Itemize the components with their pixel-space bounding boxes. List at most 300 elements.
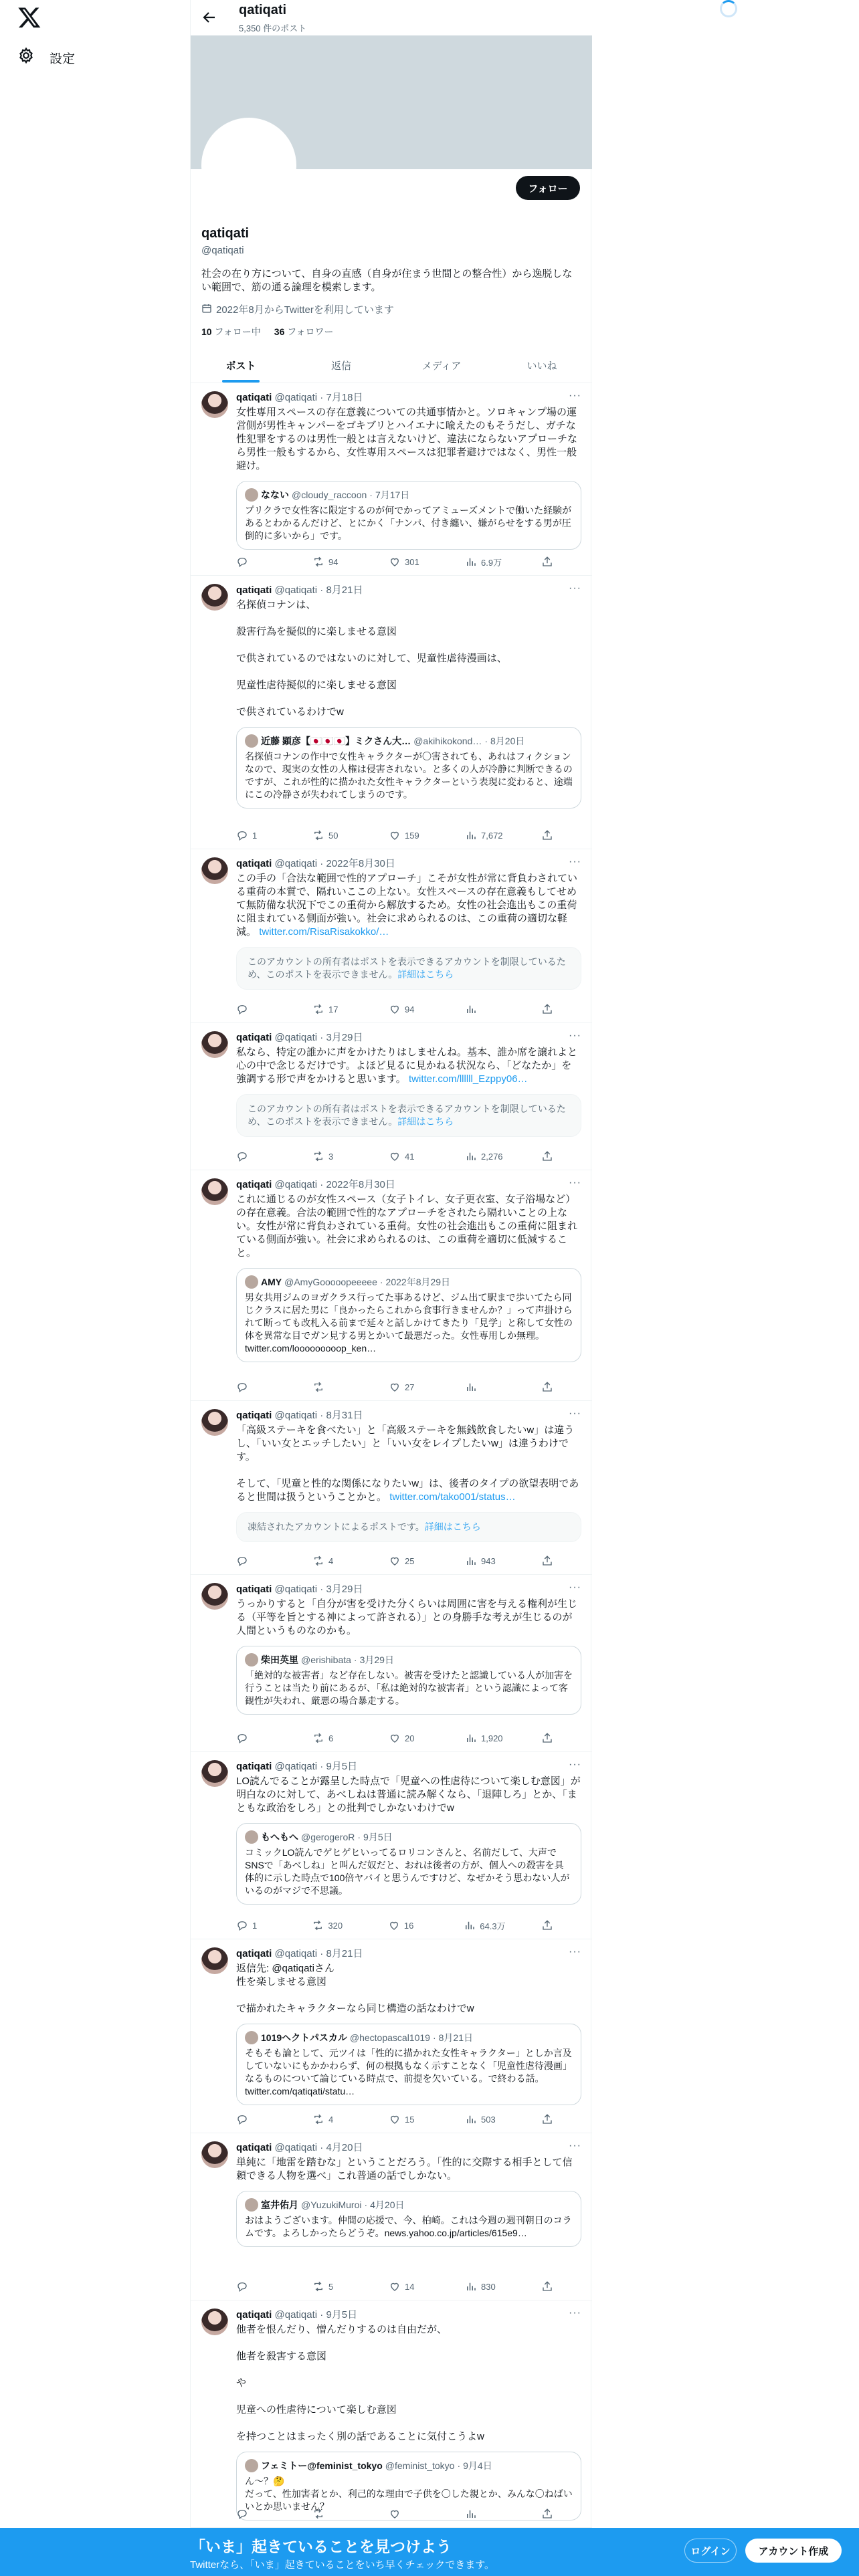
tweet-avatar[interactable] (201, 1583, 228, 1610)
tweet[interactable] (191, 1170, 592, 1401)
separator-dot: · (317, 2309, 326, 2321)
more-options-icon[interactable]: ··· (569, 1582, 581, 1593)
profile-name: qatiqati (201, 226, 250, 241)
tweet-author-name[interactable]: qatiqati (236, 584, 272, 596)
views-button[interactable] (465, 555, 505, 568)
reply-icon (236, 1150, 248, 1162)
share-button[interactable] (541, 829, 581, 842)
tweet-timestamp[interactable]: 2022年8月30日 (326, 858, 395, 869)
share-button[interactable] (541, 1554, 581, 1568)
tweet-timestamp[interactable]: 3月29日 (326, 1584, 363, 1595)
tweet-body (236, 1947, 581, 2105)
profile-joined (201, 302, 394, 316)
separator-dot: · (484, 736, 488, 746)
like-button[interactable] (389, 2280, 429, 2293)
quoted-tweet-text: コミックLO読んでゲヒゲヒいってるロリコンさんと、名前だして、大声でSNSで「あべしね」と叫んだ奴だと、おれは後者の方が、個人への殺害を具体的に示した時点で100倍ヤバイと思うんですけど、なぜかそう思わない人がいるのがマジで不思議。 (245, 1847, 570, 1896)
tweet-body (236, 391, 581, 550)
tweet-avatar[interactable] (201, 1031, 228, 1058)
reply-button[interactable] (236, 2507, 276, 2520)
profile-bio: 社会の在り方について、自身の直感（自身が住まう世間との整合性）から逸脱しない範囲で、筋の通る論理を模索します。 (201, 268, 573, 293)
quoted-author-handle: @hectopascal1019 (349, 2032, 430, 2043)
tweet-timestamp[interactable]: 4月20日 (326, 2142, 363, 2153)
gear-icon (17, 47, 35, 68)
share-icon (541, 556, 553, 568)
tweet-body (236, 1760, 581, 1905)
like-icon (389, 2508, 401, 2520)
like-button[interactable] (389, 2113, 429, 2126)
tweet-header (236, 1409, 581, 1422)
tweet-body (236, 1031, 581, 1137)
like-count: 15 (405, 2114, 415, 2125)
tab-posts[interactable]: ポスト (191, 348, 291, 383)
login-button[interactable]: ログイン (684, 2539, 737, 2563)
profile-handle: @qatiqati (201, 245, 244, 256)
views-count: 6.9万 (481, 557, 502, 568)
separator-dot: · (364, 2199, 368, 2210)
learn-more-link[interactable]: 詳細はこちら (424, 1521, 481, 1532)
tweet-text-content: 他者を恨んだり、憎んだりするのは自由だが、 他者を殺害する意図 や 児童への性虐待について楽しむ意図 を持つことはまったく別の話であることに気付こうよw (236, 2324, 484, 2442)
tweet[interactable] (191, 1401, 592, 1575)
tweet[interactable] (191, 2300, 592, 2528)
views-button[interactable] (465, 2113, 505, 2126)
tweet-text-content: 名探偵コナンは、 殺害行為を擬似的に楽しませる意図 で供されているのではないのに対して、児童性虐待漫画は、 児童性虐待擬似的に楽しませる意図 で供されているわけでw (236, 599, 507, 718)
retweet-button[interactable] (312, 829, 353, 842)
reply-icon (236, 2280, 248, 2292)
notice-text: このアカウントの所有者はポストを表示できるアカウントを制限しているため、このポストを表示できません。 (248, 1103, 566, 1127)
tweet-body (236, 584, 581, 809)
tweet-text-content: 単純に「地雷を踏むな」ということだろう。「性的に交際する相手として信頼できる人物を選べ」これ普通の話でしかない。 (236, 2157, 573, 2181)
signup-prompt-title: 「いま」起きていることを見つけよう (190, 2538, 452, 2555)
tweet-actions (236, 2113, 581, 2126)
calendar-icon (201, 303, 212, 316)
tweet-author-name[interactable]: qatiqati (236, 1179, 272, 1190)
share-icon (541, 2280, 553, 2292)
views-icon (465, 556, 477, 568)
retweet-button[interactable] (312, 1919, 352, 1932)
tweet-timestamp[interactable]: 9月5日 (326, 2309, 358, 2321)
tab-media[interactable]: メディア (421, 360, 462, 372)
tweet-avatar[interactable] (201, 1760, 228, 1787)
tweet-header (236, 857, 581, 871)
like-button[interactable] (389, 1150, 429, 1163)
learn-more-link[interactable]: 詳細はこちら (397, 1116, 454, 1127)
unavailable-post-notice (236, 947, 581, 990)
tweet[interactable] (191, 383, 592, 576)
reply-count: 1 (252, 1920, 258, 1931)
views-count: 503 (481, 2114, 496, 2125)
quoted-tweet[interactable] (236, 1268, 581, 1362)
tweet[interactable] (191, 1752, 592, 1939)
tweet-header (236, 2141, 581, 2155)
follow-button[interactable]: フォロー (516, 176, 580, 200)
tweet-author-handle: @qatiqati (274, 1032, 318, 1043)
notice-text: 凍結されたアカウントによるポストです。 (248, 1521, 425, 1532)
joined-text: 2022年8月からTwitterを利用しています (216, 304, 394, 316)
views-button[interactable] (465, 2280, 505, 2293)
views-button[interactable] (464, 1919, 505, 1932)
tweet-actions (236, 1150, 581, 1163)
tweet-avatar[interactable] (201, 584, 228, 611)
more-options-icon[interactable]: ··· (569, 582, 581, 594)
tweet[interactable] (191, 1023, 592, 1170)
share-button[interactable] (541, 1002, 581, 1016)
tweet-author-name[interactable]: qatiqati (236, 858, 272, 869)
quoted-tweet-header (245, 2031, 573, 2044)
tweet-text (236, 1424, 581, 1504)
quoted-tweet-header (245, 1830, 573, 1844)
tweet-author-name[interactable]: qatiqati (236, 1948, 272, 1959)
share-icon (541, 1732, 553, 1744)
tweet-author-handle: @qatiqati (274, 1410, 318, 1421)
like-button[interactable] (389, 555, 429, 568)
like-icon (389, 1555, 401, 1567)
quoted-author-handle: @gerogeroR (301, 1832, 355, 1842)
quoted-tweet[interactable] (236, 1823, 581, 1905)
like-button[interactable] (388, 1919, 428, 1932)
tweet-text (236, 1962, 581, 2016)
reply-icon (236, 2113, 248, 2125)
like-icon (389, 1150, 401, 1162)
reply-icon (236, 1003, 248, 1015)
quoted-timestamp: 8月21日 (438, 2032, 473, 2043)
share-button[interactable] (541, 1380, 581, 1394)
signup-prompt-bar (0, 2528, 859, 2576)
share-icon (541, 1003, 553, 1015)
reply-button[interactable] (236, 1002, 276, 1016)
like-button[interactable] (389, 829, 429, 842)
reply-icon (236, 1919, 248, 1931)
quoted-author-handle: @erishibata (301, 1654, 351, 1665)
quoted-author-name: フェミトー@feminist_tokyo (261, 2460, 383, 2471)
tweet-body (236, 1409, 581, 1542)
tweet[interactable] (191, 1575, 592, 1752)
quoted-author-name: なない (261, 490, 289, 500)
separator-dot: · (317, 1032, 326, 1043)
separator-dot: · (317, 1948, 326, 1959)
separator-dot: · (317, 1761, 326, 1772)
retweet-button[interactable] (312, 1002, 353, 1016)
views-button[interactable] (465, 1150, 505, 1163)
quoted-timestamp: 9月5日 (363, 1832, 393, 1842)
reply-button[interactable] (236, 2113, 276, 2126)
tweet-link[interactable]: twitter.com/RisaRisakokko/… (259, 926, 389, 938)
quoted-avatar (245, 488, 258, 502)
quoted-timestamp: 2022年8月29日 (385, 1277, 451, 1287)
tweet-author-name[interactable]: qatiqati (236, 1761, 272, 1772)
reply-button[interactable] (236, 555, 276, 568)
quoted-tweet[interactable] (236, 727, 581, 809)
quoted-author-name: もへもへ (261, 1832, 298, 1842)
quoted-tweet[interactable] (236, 481, 581, 550)
quoted-tweet[interactable] (236, 1646, 581, 1715)
reply-button[interactable] (236, 829, 276, 842)
retweet-icon (312, 1381, 324, 1393)
views-icon (465, 2280, 477, 2292)
retweet-count: 3 (328, 1151, 334, 1162)
following-link[interactable] (201, 325, 261, 338)
quoted-tweet[interactable] (236, 2191, 581, 2247)
reply-button[interactable] (236, 1731, 276, 1745)
reply-icon (236, 556, 248, 568)
tweet-header (236, 584, 581, 597)
following-count: 10 (201, 326, 212, 337)
retweet-count: 4 (328, 1555, 334, 1566)
tweet-author-handle: @qatiqati (274, 2142, 318, 2153)
reply-icon (236, 829, 248, 841)
like-button[interactable] (389, 2507, 429, 2520)
views-count: 64.3万 (480, 1921, 506, 1931)
retweet-button[interactable] (312, 1554, 353, 1568)
tweet-text-content: うっかりすると「自分が害を受けた分くらいは周囲に害を与える権利が生じる（平等を旨とする神によって許される）」との身勝手な考えが生じるのが人間というものなのかも。 (236, 1598, 578, 1636)
tweet-header (236, 1178, 581, 1192)
suspended-post-notice (236, 1512, 581, 1542)
retweet-count: 50 (328, 830, 339, 841)
reply-button[interactable] (236, 1554, 276, 1568)
tweet-text (236, 599, 581, 719)
tweet-author-name[interactable]: qatiqati (236, 1584, 272, 1595)
share-button[interactable] (541, 555, 581, 568)
retweet-icon (312, 829, 324, 841)
tweet-actions (236, 555, 581, 568)
reply-button[interactable] (236, 1919, 276, 1932)
quoted-avatar (245, 1653, 258, 1667)
views-count: 830 (481, 2281, 496, 2292)
like-button[interactable] (389, 1380, 429, 1394)
more-options-icon[interactable]: ··· (569, 390, 581, 401)
back-arrow-icon[interactable] (201, 9, 217, 25)
quoted-avatar (245, 2031, 258, 2044)
retweet-button[interactable] (312, 2113, 353, 2126)
quoted-avatar (245, 1830, 258, 1844)
retweet-count: 5 (328, 2281, 334, 2292)
quoted-author-name: 近藤 顕彦【🇯🇵🇯🇵🇯🇵】ミクさん大… (261, 736, 411, 746)
share-button[interactable] (541, 2280, 581, 2293)
like-count: 14 (405, 2281, 415, 2292)
share-icon (541, 1555, 553, 1567)
tweet[interactable] (191, 2133, 592, 2300)
retweet-icon (312, 2280, 324, 2292)
tweet-text-content: この手の「合法な範囲で性的アプローチ」こそが女性が常に背負わされている重荷の本質で、隔れいここの上ない。女性スペースの存在意義もしてせめて無防備な状況下でこの重荷から解放するため。女性の社会進出もこの重荷に阻まれている側面が強い。社会に求められるのは、この重荷の適切な軽減。 (236, 873, 578, 938)
views-icon (465, 1150, 477, 1162)
quoted-author-name: 室井佑月 (261, 2199, 298, 2210)
separator-dot: · (317, 1179, 326, 1190)
tweet[interactable] (191, 576, 592, 849)
profile-stats (201, 325, 334, 338)
quoted-author-handle: @AmyGooooopeeeee (284, 1277, 377, 1287)
main-column (190, 0, 591, 2576)
profile-header-bar (191, 0, 592, 35)
more-options-icon[interactable]: ··· (569, 1408, 581, 1419)
retweet-count: 17 (328, 1004, 339, 1014)
tweet-author-handle: @qatiqati (274, 1584, 318, 1595)
more-options-icon[interactable]: ··· (569, 1177, 581, 1188)
quoted-author-handle: @akihikokond… (413, 736, 482, 746)
quoted-timestamp: 3月29日 (359, 1654, 394, 1665)
retweet-button[interactable] (312, 1380, 353, 1394)
tweet-author-handle: @qatiqati (274, 392, 318, 403)
views-icon (465, 2508, 477, 2520)
like-icon (389, 1381, 401, 1393)
tweet-timestamp[interactable]: 7月18日 (326, 392, 363, 403)
share-button[interactable] (541, 2113, 581, 2126)
tweet-avatar[interactable] (201, 2141, 228, 2168)
views-count: 7,672 (481, 830, 503, 841)
quoted-tweet[interactable] (236, 2024, 581, 2105)
retweet-button[interactable] (312, 2507, 353, 2520)
retweet-button[interactable] (312, 2280, 353, 2293)
tweet-link[interactable]: twitter.com/llllll_Ezppy06… (408, 1073, 528, 1085)
retweet-count: 320 (328, 1920, 343, 1931)
tweet-avatar[interactable] (201, 2309, 228, 2335)
retweet-icon (312, 1003, 324, 1015)
more-options-icon[interactable]: ··· (569, 1759, 581, 1770)
learn-more-link[interactable]: 詳細はこちら (397, 969, 454, 980)
tweet[interactable] (191, 1939, 592, 2133)
like-icon (389, 829, 401, 841)
profile-avatar[interactable] (201, 118, 296, 213)
header-post-count: 5,350 件のポスト (239, 23, 307, 33)
tweet-text (236, 872, 581, 939)
more-options-icon[interactable]: ··· (569, 1030, 581, 1041)
quoted-avatar (245, 734, 258, 748)
retweet-count: 4 (328, 2114, 334, 2125)
tweet-text-content: 女性専用スペースの存在意義についての共通事情かと。ソロキャンプ場の運営側が男性キャンパーをゴキブリとハイエナに喩えたのもそうだし、ガチな性犯罪をするのは男性一般とは言えないけど、違法にならないアプローチなら男性一般もするから、女性専用スペースは犯罪者避けではなく、男性一般避け。 (236, 407, 578, 471)
views-button[interactable] (465, 1002, 505, 1016)
tab-likes[interactable]: いいね (527, 360, 557, 372)
views-count: 1,920 (481, 1733, 503, 1743)
tweet[interactable] (191, 849, 592, 1023)
tweet-link[interactable]: twitter.com/tako001/status… (389, 1491, 516, 1503)
quoted-author-handle: @feminist_tokyo (385, 2460, 455, 2471)
followers-link[interactable] (274, 325, 334, 338)
tweet-body (236, 1583, 581, 1715)
views-icon (465, 1003, 477, 1015)
tweet-header (236, 391, 581, 405)
quoted-tweet-text: 「絶対的な被害者」など存在しない。被害を受けたと認識している人が加害を行うことは当たり前にあるが、「私は絶対的な被害者」という認識によって客観性が失われ、厳悪の場合暴走する。 (245, 1670, 573, 1706)
tab-replies[interactable]: 返信 (330, 360, 351, 372)
more-options-icon[interactable]: ··· (569, 1946, 581, 1957)
tweet-author-name[interactable]: qatiqati (236, 2142, 272, 2153)
tweet-author-name[interactable]: qatiqati (236, 392, 272, 403)
retweet-icon (312, 1150, 324, 1162)
share-icon (541, 2508, 553, 2520)
tweet-timestamp[interactable]: 9月5日 (326, 1761, 358, 1772)
like-count: 94 (405, 1004, 415, 1014)
views-button[interactable] (465, 1731, 505, 1745)
quoted-tweet-text: ん〜？🤔 だって、性加害者とか、利己的な理由で子供を〇した親とか、みんな〇ねばいいとか思いません？ (245, 2476, 573, 2512)
quoted-tweet-text: 男女共用ジムのヨガクラス行ってた事あるけど、ジム出て駅まで歩いてたら同じクラスに居た男に「良かったらこれから食事行きませんか？」って声掛けられて断っても改札入る前まで延々と話しかけてきたり「見学」と称して女性の体を異常な目でガン見する男とかいて最悪だった。女性専用しか無理。twitter.com/looooooooop_ken… (245, 1292, 573, 1354)
tweet-text-content: 「高級ステーキを食べたい」と「高級ステーキを無銭飲食したいw」は違うし、「いい女とエッチしたい」と「いい女をレイプしたいw」は違うわけです。 そして、「児童と性的な関係になりたいw」は、後者のタイプの欲望表明であると世間は扱うということかと。 (236, 1424, 579, 1503)
more-options-icon[interactable]: ··· (569, 2307, 581, 2319)
reply-button[interactable] (236, 1380, 276, 1394)
views-button[interactable] (465, 1380, 505, 1394)
tweet-actions (236, 2280, 581, 2293)
quoted-tweet-text: 名探偵コナンの作中で女性キャラクターが〇害されても、あれはフィクションなので、現実の女性の人権は侵害されない。と多くの人が冷静に判断できるのですが、これが性的に描かれた女性キャラクターという表現に変わると、途端にこの冷静さが失われてしまうのです。 (245, 751, 573, 800)
tweet-timestamp[interactable]: 3月29日 (326, 1032, 363, 1043)
tweet-author-name[interactable]: qatiqati (236, 1410, 272, 1421)
views-icon (464, 1919, 476, 1931)
like-count: 41 (405, 1151, 415, 1162)
tweet-timestamp[interactable]: 8月21日 (326, 1948, 363, 1959)
tweet-avatar[interactable] (201, 391, 228, 418)
quoted-timestamp: 7月17日 (375, 490, 410, 500)
tweet-text (236, 2323, 581, 2444)
retweet-button[interactable] (312, 555, 353, 568)
views-icon (465, 1555, 477, 1567)
retweet-count: 6 (328, 1733, 334, 1743)
views-button[interactable] (465, 829, 505, 842)
signup-prompt-subtitle: Twitterなら、「いま」起きていることをいち早くチェックできます。 (190, 2559, 495, 2571)
reply-button[interactable] (236, 2280, 276, 2293)
retweet-button[interactable] (312, 1731, 353, 1745)
share-button[interactable] (541, 1919, 581, 1932)
like-button[interactable] (389, 1002, 429, 1016)
retweet-icon (312, 2113, 324, 2125)
share-button[interactable] (541, 1731, 581, 1745)
signup-button[interactable]: アカウント作成 (745, 2539, 842, 2563)
share-icon (541, 2113, 553, 2125)
separator-dot: · (353, 1654, 357, 1665)
separator-dot: · (317, 1584, 326, 1595)
reply-icon (236, 1732, 248, 1744)
followers-count: 36 (274, 326, 285, 337)
share-button[interactable] (541, 2507, 581, 2520)
tweet-avatar[interactable] (201, 1947, 228, 1974)
tweet-text (236, 1193, 581, 1260)
separator-dot: · (432, 2032, 436, 2043)
tweet-author-name[interactable]: qatiqati (236, 2309, 272, 2321)
share-icon (541, 1919, 553, 1931)
x-logo-icon[interactable] (17, 5, 41, 29)
tweet-timestamp[interactable]: 8月21日 (326, 584, 363, 596)
tweet-timestamp[interactable]: 2022年8月30日 (326, 1179, 395, 1190)
like-button[interactable] (389, 1554, 429, 1568)
tweet-timestamp[interactable]: 8月31日 (326, 1410, 363, 1421)
loading-spinner-icon (720, 0, 737, 17)
tweet-author-name[interactable]: qatiqati (236, 1032, 272, 1043)
like-count: 25 (405, 1555, 415, 1566)
tweet-avatar[interactable] (201, 1178, 228, 1205)
tweet-author-handle: @qatiqati (274, 1761, 318, 1772)
tweet-header (236, 1583, 581, 1596)
views-button[interactable] (465, 1554, 505, 1568)
tweet-body (236, 2141, 581, 2247)
more-options-icon[interactable]: ··· (569, 856, 581, 867)
separator-dot: · (379, 1277, 383, 1287)
tweet-avatar[interactable] (201, 857, 228, 884)
like-icon (389, 1732, 401, 1744)
quoted-author-name: 1019ヘクトパスカル (261, 2032, 347, 2043)
separator-dot: · (457, 2460, 461, 2471)
more-options-icon[interactable]: ··· (569, 2140, 581, 2151)
retweet-button[interactable] (312, 1150, 353, 1163)
like-icon (388, 1919, 400, 1931)
like-button[interactable] (389, 1731, 429, 1745)
reply-button[interactable] (236, 1150, 276, 1163)
separator-dot: · (317, 584, 326, 596)
share-button[interactable] (541, 1150, 581, 1163)
settings-nav-item[interactable] (17, 47, 75, 68)
quoted-timestamp: 8月20日 (490, 736, 525, 746)
tweet-header (236, 2309, 581, 2322)
tweet-text-content: 返信先: @qatiqatiさん 性を楽しませる意図 で描かれたキャラクターなら同じ構造の話なわけでw (236, 1963, 474, 2014)
quoted-author-handle: @cloudy_raccoon (292, 490, 367, 500)
separator-dot: · (317, 858, 326, 869)
like-count: 301 (405, 556, 419, 567)
tweet-avatar[interactable] (201, 1409, 228, 1436)
like-icon (389, 2113, 401, 2125)
views-button[interactable] (465, 2507, 505, 2520)
